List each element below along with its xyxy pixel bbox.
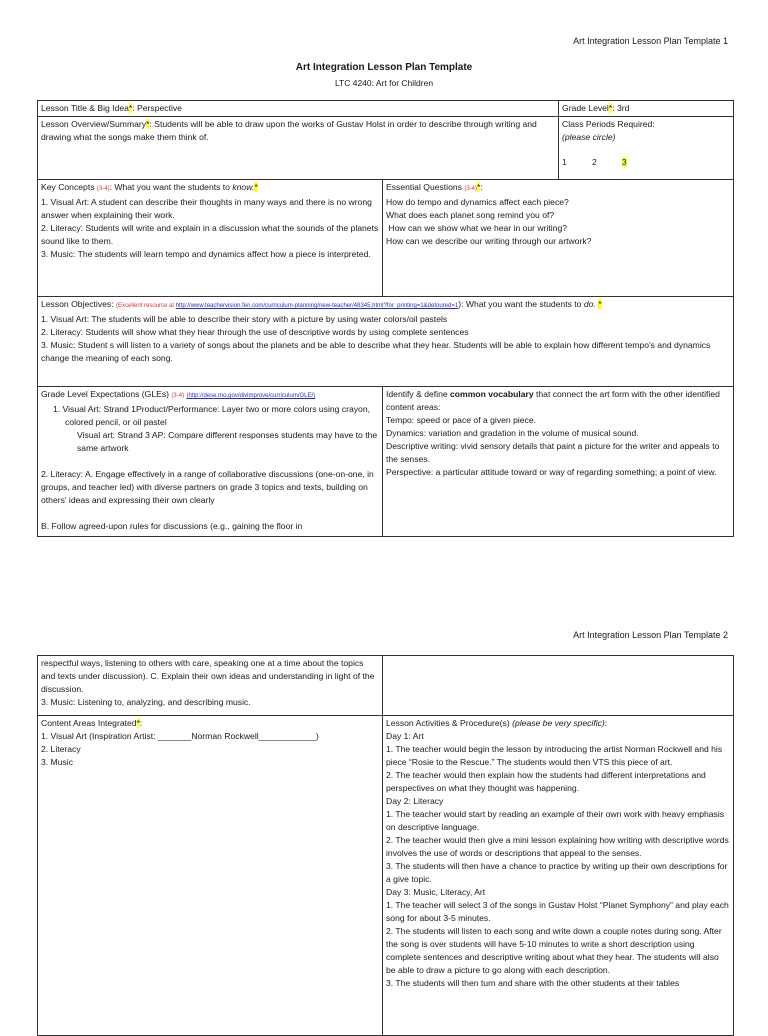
period-option-3-selected[interactable]: 3 <box>621 157 627 167</box>
label-bold: common vocabulary <box>450 389 534 399</box>
activity-item: 1. The teacher would start by reading an example of their own work with heavy emphasis on descriptive language. <box>386 809 725 832</box>
gle-cell <box>38 387 383 537</box>
grade-level-cell <box>559 101 734 117</box>
gle-item: B. Follow agreed-upon rules for discussions (e.g., gaining the floor in <box>41 521 303 531</box>
empty-cell <box>383 656 734 716</box>
activity-item: 3. The students will then have a chance to practice by writing up their own descriptions for a give topic. <box>386 861 728 884</box>
vocab-item: Perspective: a particular attitude toward or way of regarding something; a point of view. <box>386 467 717 477</box>
grade-tag: (3-4) <box>96 186 110 192</box>
page-header-1: Art Integration Lesson Plan Template 1 <box>573 36 728 46</box>
activity-item: 2. The teacher would then explain how the students had different interpretations and perspectives on what they thought was happening. <box>386 770 706 793</box>
lesson-title: : Perspective <box>132 103 182 113</box>
essential-question: How do tempo and dynamics affect each piece? <box>386 197 569 207</box>
required-marker: * <box>598 299 602 309</box>
lesson-title-cell <box>38 101 559 117</box>
required-marker: * <box>477 182 481 192</box>
activity-item: 3. The students will then turn and share with the other students at their tables <box>386 978 680 988</box>
prompt: : What you want the students to <box>109 182 233 192</box>
vocabulary-cell <box>383 387 734 537</box>
label: that connect the art form with the other identified content areas: <box>386 389 720 412</box>
hint: (please be very specific) <box>512 718 605 728</box>
content-areas-cell: Content Areas Integrated*: 1. Visual Art (Inspiration Artist: _______Norman Rockwell____________) 2. Literacy 3. Music <box>38 716 383 1036</box>
required-marker: * <box>254 182 258 192</box>
label: Lesson Title & Big Idea <box>41 103 129 113</box>
period-option-1[interactable]: 1 <box>562 157 567 167</box>
essential-question: What does each planet song remind you of? <box>386 210 555 220</box>
document-subtitle: LTC 4240: Art for Children <box>334 78 434 88</box>
essential-questions-cell: Essential Questions (3-4)*: How do tempo and dynamics affect each piece? What does each planet song remind you of? How can we show what we hear in our writing? How can we describe our writing through our artwork? <box>383 180 734 297</box>
label: Essential Questions <box>386 182 462 192</box>
label: Lesson Overview/Summary <box>41 119 147 129</box>
label: Class Periods Required: <box>562 119 655 129</box>
activity-item: 2. The teacher would then give a mini lesson explaining how writing with descriptive words involves the use of words or descriptions that appeal to the senses. <box>386 835 729 858</box>
prompt-emphasis: know. <box>232 182 255 192</box>
activity-item: Day 2: Literacy <box>386 796 444 806</box>
label: Lesson Objectives: <box>41 299 116 309</box>
period-option-2[interactable]: 2 <box>591 157 597 167</box>
activity-item: 2. The students will listen to each song and write down a couple notes during song. After the song is over students will have 5-10 minutes to write a short description using complete sentences and descriptive writing about what they hear. The students will also be able to draw a picture to go along with each description. <box>386 926 722 975</box>
gle-item: 3. Music: Listening to, analyzing, and describing music. <box>41 697 251 707</box>
label: Identify & define <box>386 389 451 399</box>
content-area-item: 1. Visual Art (Inspiration Artist: _______Norman Rockwell____________) <box>41 731 319 741</box>
label: Key Concepts <box>41 182 95 192</box>
required-marker: * <box>146 119 150 129</box>
overview-text: : Students will be able to draw upon the works of Gustav Holst in order to describe through writing and drawing what the songs make them think of. <box>41 119 537 142</box>
activity-item: Day 3: Music, Literacy, Art <box>386 887 486 897</box>
vocab-item: Tempo: speed or pace of a given piece. <box>386 415 537 425</box>
activity-item: 1. The teacher will select 3 of the songs in Gustav Holst “Planet Symphony” and play each song for about 3-5 minutes. <box>386 900 729 923</box>
overview-cell <box>38 117 559 180</box>
vocab-item: Dynamics: variation and gradation in the volume of musical sound. <box>386 428 639 438</box>
required-marker: * <box>136 718 140 728</box>
objective-item: 1. Visual Art: The students will be able to describe their story with a picture by using water colors/oil pastels <box>41 314 448 324</box>
label: Content Areas Integrated <box>41 718 137 728</box>
gle-item: Visual art: Strand 3 AP: Compare different responses students may have to the same artwork <box>77 430 378 453</box>
prompt: ): What you want the students to <box>458 299 584 309</box>
objective-item: 2. Literacy: Students will show what they hear through the use of descriptive words by using complete sentences <box>41 327 469 337</box>
grade-level: : 3rd <box>612 103 630 113</box>
objectives-cell <box>38 297 734 387</box>
essential-question: How can we describe our writing through our artwork? <box>386 236 592 246</box>
resource-link[interactable]: http://www.teachervision.fen.com/curriculum-planning/new-teacher/48345.html?for_printing=1&detoured=1 <box>175 303 459 309</box>
key-concept-item: 3. Music: The students will learn tempo and dynamics affect how a piece is interpreted. <box>41 249 371 259</box>
gle-item: respectful ways, listening to others with care, speaking one at a time about the topics and texts under discussion). C. Explain their own ideas and understanding in light of the discussion. <box>41 658 375 694</box>
gle-item: 1. Visual Art: Strand 1Product/Performance: Layer two or more colors using crayon, colored pencil, or oil pastel <box>53 404 371 427</box>
label: Lesson Activities & Procedure(s) <box>386 718 513 728</box>
vocab-item: Descriptive writing: vivid sensory details that paint a picture for the writer and appeals to the senses. <box>386 441 720 464</box>
resource-note: (Excellent resource at <box>116 303 176 309</box>
label: Grade Level <box>562 103 609 113</box>
hint: (please circle) <box>562 132 616 142</box>
grade-tag: (3-4) <box>464 186 478 192</box>
activities-cell: Lesson Activities & Procedure(s) (please be very specific): Day 1: Art 1. The teacher would begin the lesson by introducing the artist Norman Rockwell and his piece “Rosie to the Rescue.” The students would then VTS this piece of art. 2. The teacher would then explain how the students had different interpretations and perspectives on what they thought was happening. Day 2: Literacy 1. The teacher would start by reading an example of their own work with heavy emphasis on descriptive language. 2. The teacher would then give a mini lesson explaining how writing with descriptive words involves the use of words or descriptions that appeal to the senses. 3. The students will then have a chance to practice by writing up their own descriptions for a give topic. Day 3: Music, Literacy, Art 1. The teacher will select 3 of the songs in Gustav Holst “Planet Symphony” and play each song for about 3-5 minutes. 2. The students will listen to each song and write down a couple notes during song. After the song is over students will have 5-10 minutes to write a short description using complete sentences and descriptive writing about what they hear. The students will also be able to draw a picture to go along with each description. 3. The students will then turn and share with the other students at their tables <box>383 716 734 1036</box>
objective-item: 3. Music: Student s will listen to a variety of songs about the planets and be able to describe what they hear. Students will be able to explain how different tempo's and dynamics change the meaning of each song. <box>41 340 711 363</box>
required-marker: * <box>608 103 613 113</box>
lesson-plan-table-page2 <box>37 655 734 1036</box>
page-header-2: Art Integration Lesson Plan Template 2 <box>573 630 728 640</box>
gle-continued-cell <box>38 656 383 716</box>
content-area-item: 3. Music <box>41 757 73 767</box>
class-periods-cell <box>559 117 734 180</box>
grade-tag: (3-4) <box>171 393 185 399</box>
key-concept-item: 1. Visual Art: A student can describe their thoughts in many ways and there is no wrong answer when explaining their work. <box>41 197 372 220</box>
prompt-emphasis: do. <box>583 299 596 309</box>
gle-link[interactable]: (http://dese.mo.gov/divimprove/curriculum/GLE/) <box>186 393 316 399</box>
document-title: Art Integration Lesson Plan Template <box>295 62 473 73</box>
required-marker: * <box>128 103 133 113</box>
content-area-item: 2. Literacy <box>41 744 81 754</box>
gle-item: 2. Literacy: A. Engage effectively in a range of collaborative discussions (one-on-one, in groups, and teacher led) with diverse partners on grade 3 topics and texts, building on others' ideas and expressing their own clearly <box>41 469 374 505</box>
key-concept-item: 2. Literacy: Students will write and explain in a discussion what the sounds of the planets sound like to them. <box>41 223 379 246</box>
key-concepts-cell <box>38 180 383 297</box>
essential-question: How can we show what we hear in our writing? <box>386 223 568 233</box>
lesson-plan-table-page1 <box>37 100 734 537</box>
label: Grade Level Expectations (GLEs) <box>41 389 172 399</box>
activity-item: 1. The teacher would begin the lesson by introducing the artist Norman Rockwell and his piece “Rosie to the Rescue.” The students would then VTS this piece of art. <box>386 744 723 767</box>
activity-item: Day 1: Art <box>386 731 424 741</box>
